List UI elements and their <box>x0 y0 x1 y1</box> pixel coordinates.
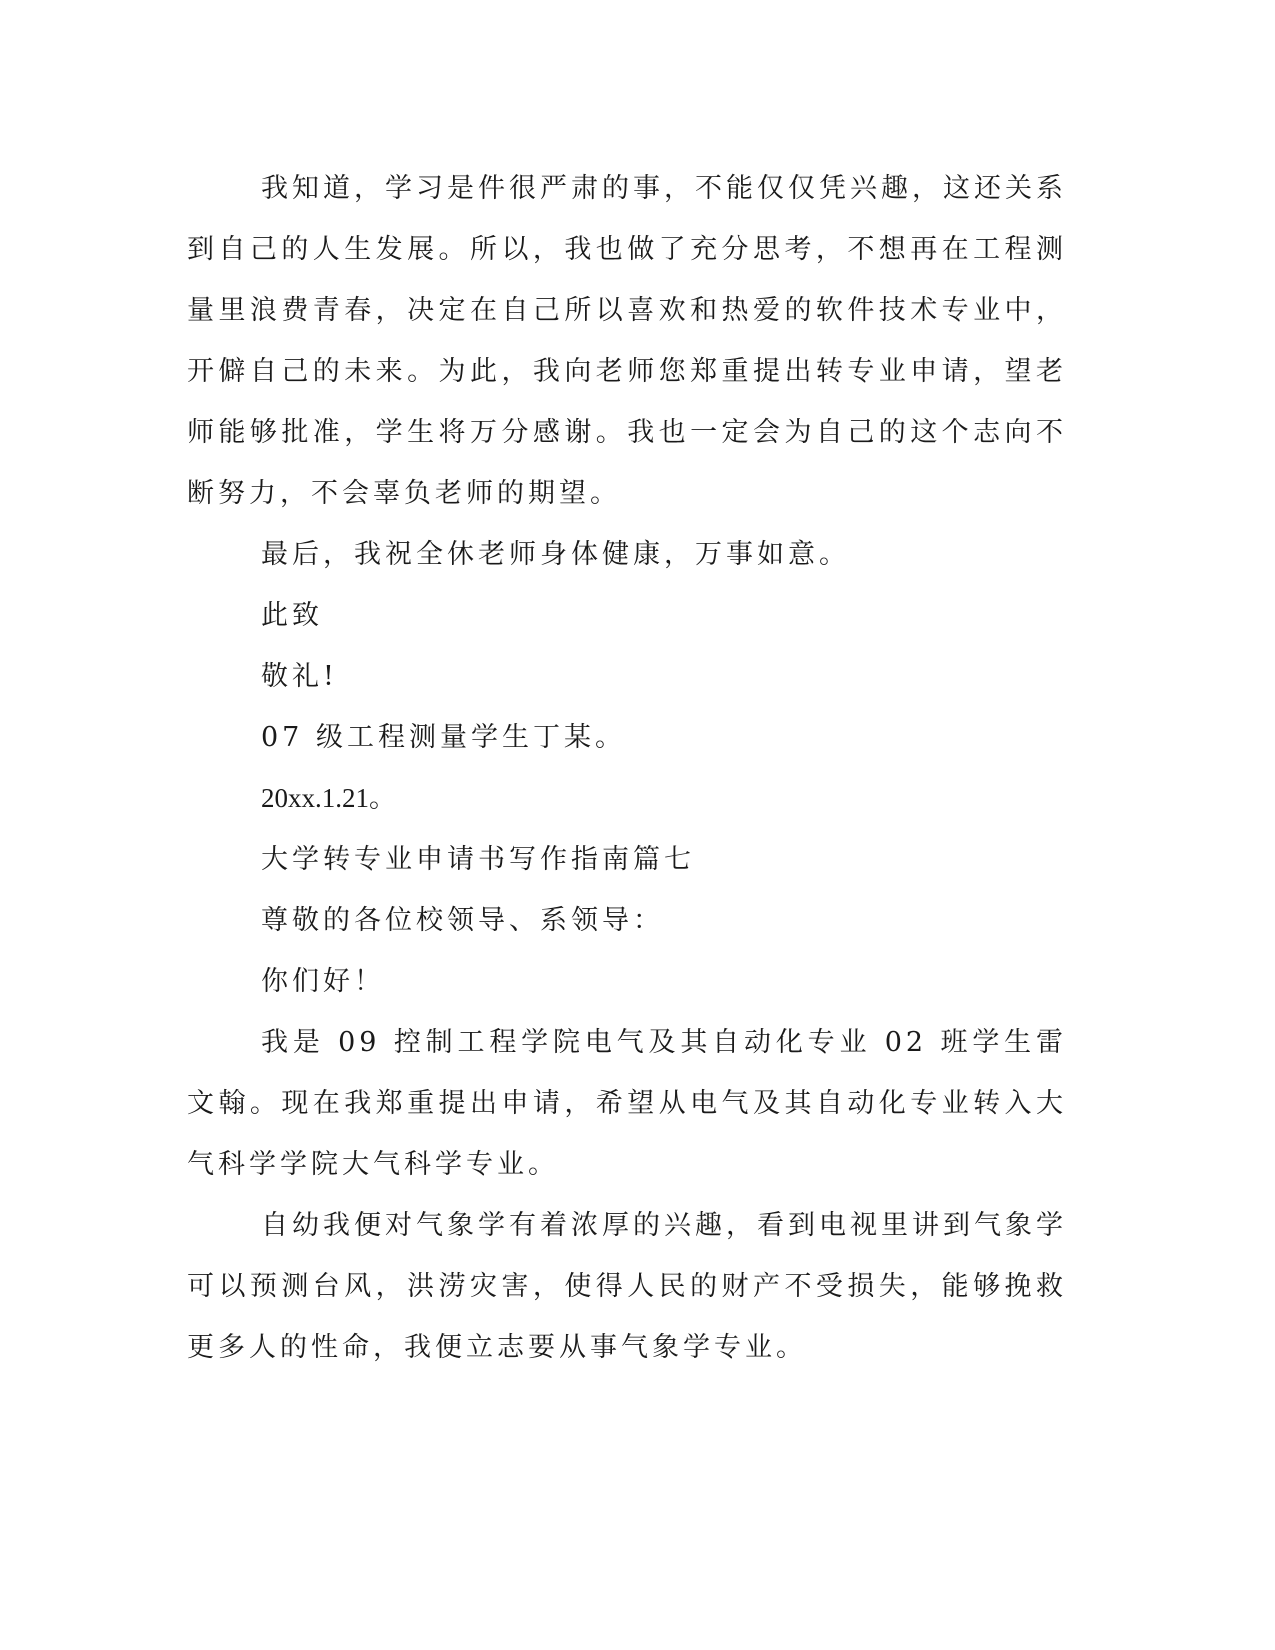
body-paragraph: 我是 09 控制工程学院电气及其自动化专业 02 班学生雷文翰。现在我郑重提出申请，希望从电气及其自动化专业转入大气科学学院大气科学专业。 <box>187 1027 1067 1180</box>
body-paragraph: 我知道，学习是件很严肃的事，不能仅仅凭兴趣，这还关系到自己的人生发展。所以，我也做了充分思考，不想再在工程测量里浪费青春，决定在自己所以喜欢和热爱的软件技术专业中，开僻自己的未来。为此，我向老师您郑重提出转专业申请，望老师能够批准，学生将万分感谢。我也一定会为自己的这个志向不断努力，不会辜负老师的期望。 <box>187 173 1067 509</box>
section-title: 大学转专业申请书写作指南篇七 <box>261 844 695 875</box>
letter-date: 20xx.1.21。 <box>261 783 396 813</box>
document-body <box>187 158 1067 1378</box>
greeting: 你们好！ <box>261 966 385 997</box>
closing-salute: 敬礼! <box>261 661 338 692</box>
body-paragraph: 自幼我便对气象学有着浓厚的兴趣，看到电视里讲到气象学可以预测台风，洪涝灾害，使得人民的财产不受损失，能够挽救更多人的性命，我便立志要从事气象学专业。 <box>187 1210 1067 1363</box>
salutation: 尊敬的各位校领导、系领导： <box>261 905 664 936</box>
closing-wish: 最后，我祝全休老师身体健康，万事如意。 <box>261 539 850 570</box>
signature: 07 级工程测量学生丁某。 <box>261 722 626 753</box>
closing-phrase: 此致 <box>261 600 323 631</box>
